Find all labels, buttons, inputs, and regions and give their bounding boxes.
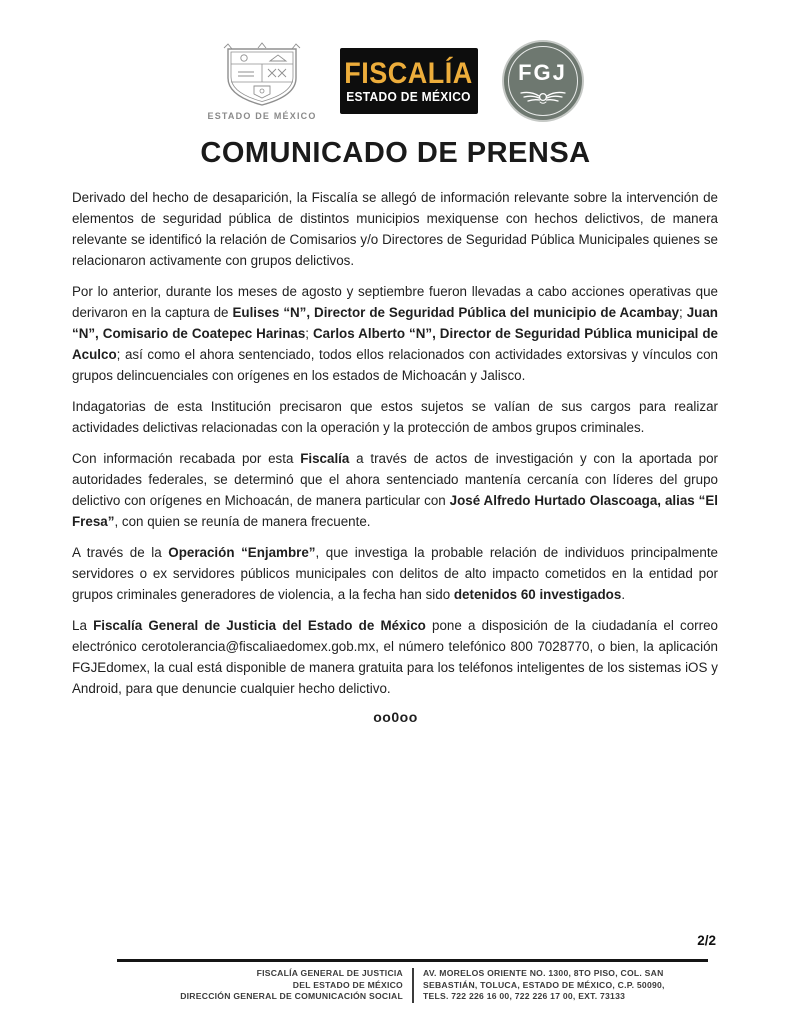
press-release-paragraph: Con información recabada por esta Fiscalía a través de actos de investigación y con la aportada por autoridades federales, se determinó que el ahora sentenciado mantenía cercanía con líderes del grupo delictivo con orígenes en Michoacán, de manera particular con José Alfredo Hurtado Olascoaga, alias “El Fresa”, con quien se reunía de manera frecuente. bbox=[72, 451, 718, 529]
fgj-monogram: FGJ bbox=[518, 60, 567, 85]
press-release-paragraph: Derivado del hecho de desaparición, la Fiscalía se allegó de información relevante sobre la intervención de elementos de seguridad pública de distintos municipios mexiquense con hechos delictivos, de manera relevante se identificó la relación de Comisarios y/o Directores de Seguridad Pública Municipales quienes se relacionaron activamente con grupos delictivos. bbox=[72, 190, 718, 268]
footer-line: DEL ESTADO DE MÉXICO bbox=[292, 979, 403, 990]
header bbox=[0, 0, 791, 122]
coat-of-arms-label: ESTADO DE MÉXICO bbox=[207, 110, 317, 121]
estado-de-mexico-coat-of-arms bbox=[208, 42, 316, 121]
press-release-paragraph: A través de la Operación “Enjambre”, que investiga la probable relación de individuos principalmente servidores o ex servidores públicos municipales con delitos de alto impacto cometidos en la entidad por grupos criminales generadores de violencia, a la fecha han sido detenidos 60 investigados. bbox=[72, 545, 718, 602]
fiscalia-logo bbox=[340, 48, 478, 114]
footer-line: DIRECCIÓN GENERAL DE COMUNICACIÓN SOCIAL bbox=[180, 991, 403, 1001]
fgj-logo bbox=[502, 40, 584, 122]
footer-line: AV. MORELOS ORIENTE NO. 1300, 8TO PISO, COL. SAN bbox=[423, 968, 664, 978]
press-release-paragraph: Indagatorias de esta Institución precisaron que estos sujetos se valían de sus cargos para realizar actividades delictivas relacionadas con la operación y la protección de ambos grupos criminales. bbox=[72, 399, 718, 435]
footer-divider-line bbox=[117, 959, 708, 962]
page-number: 2/2 bbox=[697, 933, 716, 948]
footer-line: FISCALÍA GENERAL DE JUSTICIA bbox=[256, 968, 403, 978]
press-release-paragraph: La Fiscalía General de Justicia del Estado de México pone a disposición de la ciudadanía el correo electrónico cerotolerancia@fiscaliaedomex.gob.mx, el número telefónico 800 7028770, o bien, la aplicación FGJEdomex, la cual está disponible de manera gratuita para los teléfonos inteligentes de los sistemas iOS y Android, para que denuncie cualquier hecho delictivo. bbox=[72, 618, 718, 696]
closing-mark: oo0oo bbox=[373, 709, 418, 725]
fiscalia-logo-subtitle: ESTADO DE MÉXICO bbox=[346, 89, 471, 104]
footer-organization bbox=[117, 968, 403, 1003]
fiscalia-logo-wordmark: FISCALÍA bbox=[344, 55, 473, 89]
page-title: COMUNICADO DE PRENSA bbox=[200, 137, 591, 169]
fgj-wings-icon bbox=[517, 90, 569, 106]
coat-of-arms-icon bbox=[214, 42, 310, 108]
footer-address bbox=[423, 968, 681, 1003]
footer-line: SEBASTIÁN, TOLUCA, ESTADO DE MÉXICO, C.P. 50090, bbox=[423, 979, 665, 990]
footer-vertical-separator bbox=[412, 968, 414, 1003]
press-release-body bbox=[72, 187, 718, 699]
footer bbox=[117, 968, 708, 1003]
press-release-paragraph: Por lo anterior, durante los meses de agosto y septiembre fueron llevadas a cabo acciones operativas que derivaron en la captura de Eulises “N”, Director de Seguridad Pública del municipio de Acambay; Juan “N”, Comisario de Coatepec Harinas; Carlos Alberto “N”, Director de Seguridad Pública municipal de Aculco; así como el ahora sentenciado, todos ellos relacionados con actividades extorsivas y vínculos con grupos delincuenciales con orígenes en los estados de Michoacán y Jalisco. bbox=[72, 284, 718, 383]
footer-line: TELS. 722 226 16 00, 722 226 17 00, EXT. 73133 bbox=[423, 991, 626, 1001]
